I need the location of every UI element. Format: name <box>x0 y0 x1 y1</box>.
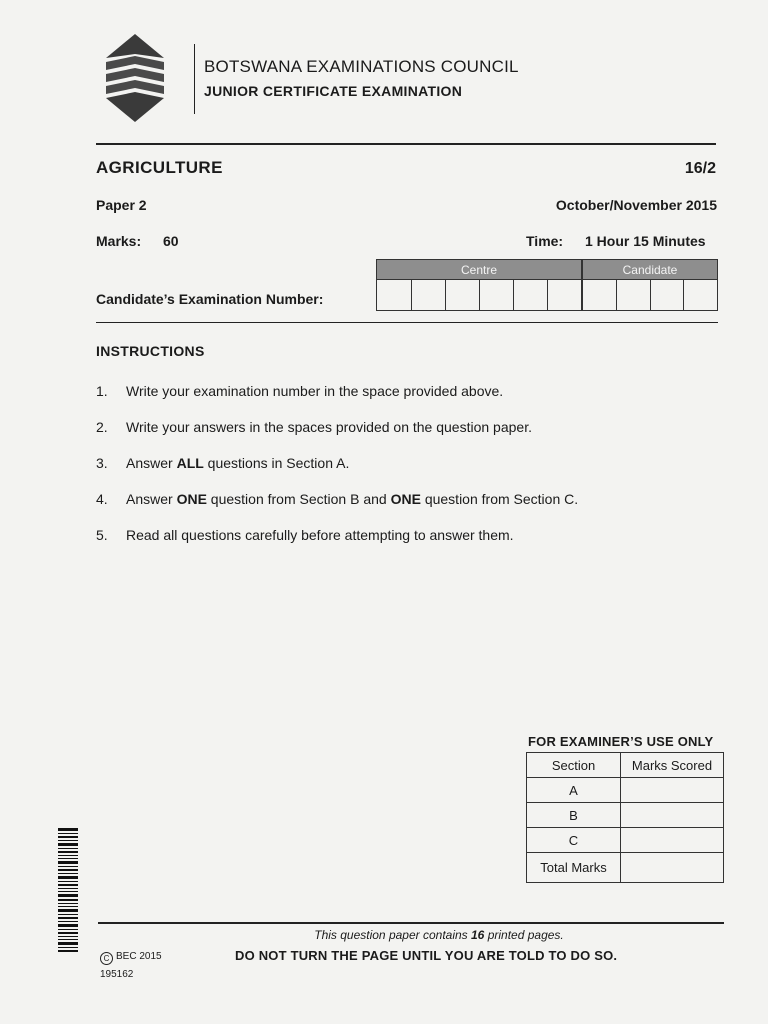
centre-digit-box[interactable] <box>480 280 514 310</box>
header-divider <box>194 44 195 114</box>
exam-number-grid <box>376 259 718 311</box>
section-cell: B <box>527 803 621 828</box>
centre-digit-box[interactable] <box>446 280 480 310</box>
time-value: 1 Hour 15 Minutes <box>585 233 706 249</box>
marks-cell[interactable] <box>621 803 724 828</box>
instruction-item: 3. Answer ALL questions in Section A. <box>96 455 350 471</box>
section-cell: C <box>527 828 621 853</box>
examiner-use-title: FOR EXAMINER’S USE ONLY <box>528 734 714 749</box>
section-cell: A <box>527 778 621 803</box>
centre-digit-box[interactable] <box>377 280 412 310</box>
total-label-cell: Total Marks <box>527 853 621 883</box>
candidate-digit-box[interactable] <box>684 280 717 310</box>
centre-digit-box[interactable] <box>514 280 548 310</box>
table-header-row <box>527 753 724 778</box>
candidate-digit-box[interactable] <box>651 280 684 310</box>
candidate-digit-box[interactable] <box>617 280 651 310</box>
bec-logo-icon <box>106 34 164 122</box>
centre-digit-box[interactable] <box>548 280 583 310</box>
instruction-item: 4. Answer ONE question from Section B and ONE question from Section C. <box>96 491 579 507</box>
serial-number: 195162 <box>100 969 134 980</box>
instruction-item: 2. Write your answers in the spaces provided on the question paper. <box>96 419 532 435</box>
examiner-marks-table <box>526 752 724 883</box>
table-row-total <box>527 853 724 883</box>
marks-label: Marks: <box>96 233 142 249</box>
marks-value: 60 <box>163 233 179 249</box>
instructions-title: INSTRUCTIONS <box>96 343 205 359</box>
col-marks-header: Marks Scored <box>621 753 724 778</box>
copyright: C BEC 2015 <box>100 951 162 965</box>
time-label: Time: <box>526 233 564 249</box>
col-section-header: Section <box>527 753 621 778</box>
instruction-item: 5. Read all questions carefully before attempting to answer them. <box>96 527 514 543</box>
paper-number: Paper 2 <box>96 197 147 213</box>
grid-centre-header: Centre <box>377 260 583 280</box>
table-row <box>527 803 724 828</box>
table-row <box>527 828 724 853</box>
instruction-item: 1. Write your examination number in the space provided above. <box>96 383 504 399</box>
centre-digit-box[interactable] <box>412 280 446 310</box>
do-not-turn-warning: DO NOT TURN THE PAGE UNTIL YOU ARE TOLD TO DO SO. <box>235 948 618 963</box>
council-name: BOTSWANA EXAMINATIONS COUNCIL <box>204 57 519 76</box>
mid-rule <box>96 322 718 323</box>
subject-title: AGRICULTURE <box>96 158 223 177</box>
copyright-icon: C <box>100 952 113 965</box>
total-marks-cell[interactable] <box>621 853 724 883</box>
table-row <box>527 778 724 803</box>
page-count-note: This question paper contains 16 printed pages. <box>314 928 564 942</box>
candidate-digit-box[interactable] <box>583 280 617 310</box>
top-rule <box>96 143 716 145</box>
exam-session: October/November 2015 <box>555 197 717 213</box>
paper-code: 16/2 <box>684 160 716 177</box>
grid-candidate-header: Candidate <box>583 260 717 280</box>
candidate-number-label: Candidate’s Examination Number: <box>96 291 324 307</box>
marks-cell[interactable] <box>621 778 724 803</box>
footer-rule <box>98 922 724 924</box>
exam-name: JUNIOR CERTIFICATE EXAMINATION <box>204 83 463 99</box>
marks-cell[interactable] <box>621 828 724 853</box>
